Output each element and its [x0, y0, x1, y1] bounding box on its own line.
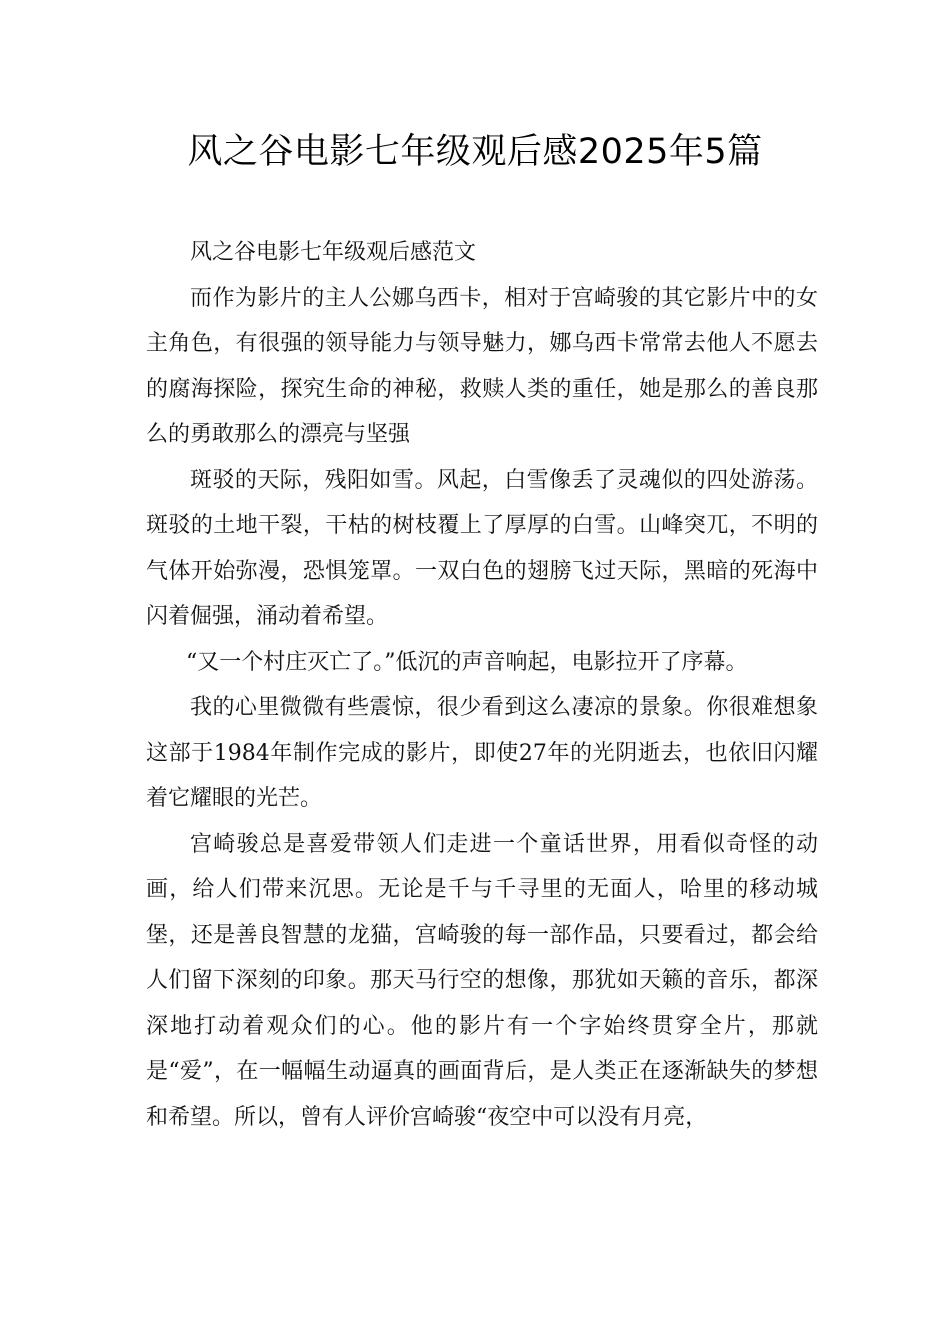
paragraph: 宫崎骏总是喜爱带领人们走进一个童话世界，用看似奇怪的动画，给人们带来沉思。无论是千与千寻里的无面人，哈里的移动城堡，还是善良智慧的龙猫，宫崎骏的每一部作品，只要看过，都会给人们留下深刻的印象。那天马行空的想像，那犹如天籁的音乐，都深深地打动着观众们的心。他的影片有一个字始终贯穿全片，那就是“爱”，在一幅幅生动逼真的画面背后，是人类正在逐渐缺失的梦想和希望。所以，曾有人评价宫崎骏“夜空中可以没有月亮，: [146, 831, 818, 1130]
paragraph-subtitle: 风之谷电影七年级观后感范文: [190, 240, 477, 265]
paragraph: 我的心里微微有些震惊，很少看到这么凄凉的景象。你很难想象这部于1984年制作完成的影片，即使27年的光阴逝去，也依旧闪耀着它耀眼的光芒。: [146, 695, 818, 811]
paragraph: 斑驳的天际，残阳如雪。风起，白雪像丢了灵魂似的四处游荡。斑驳的土地干裂，干枯的树枝覆上了厚厚的白雪。山峰突兀，不明的气体开始弥漫，恐惧笼罩。一双白色的翅膀飞过天际，黑暗的死海中闪着倔强，涌动着希望。: [146, 467, 818, 629]
paragraph: “又一个村庄灭亡了。”低沉的声音响起，电影拉开了序幕。: [186, 649, 748, 675]
document-title: 风之谷电影七年级观后感2025年5篇: [187, 132, 763, 172]
document-body: [146, 230, 818, 1140]
paragraph: 而作为影片的主人公娜乌西卡，相对于宫崎骏的其它影片中的女主角色，有很强的领导能力与领导魅力，娜乌西卡常常去他人不愿去的腐海探险，探究生命的神秘，救赎人类的重任，她是那么的善良那么的勇敢那么的漂亮与坚强: [146, 285, 818, 447]
